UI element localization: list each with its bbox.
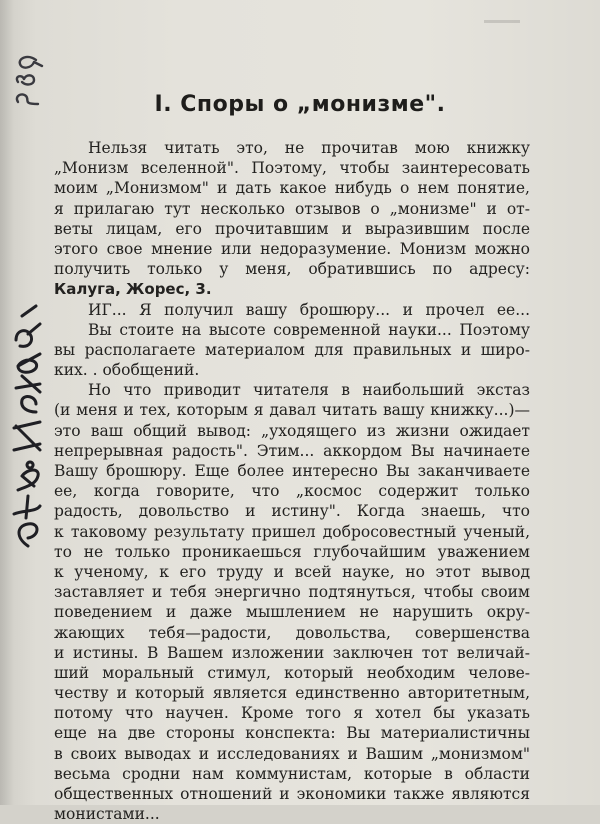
- text-line: то не только проникаешься глубочайшим уважением: [54, 542, 530, 561]
- text-line: Вашу брошюру. Еще более интересно Вы заканчиваете: [54, 462, 530, 480]
- show-through-mark: [484, 20, 520, 23]
- text-line: жающих тебя—радости, довольства, совершенства: [54, 623, 530, 642]
- text-line: в своих выводах и исследованиях и Вашим „монизмом": [54, 744, 530, 763]
- text-line: к таковому результату пришел добросовестный ученый,: [54, 522, 530, 541]
- text-line: общественных отношений и экономики также являются: [54, 785, 530, 803]
- text-line: вы располагаете материалом для правильных и широ-: [54, 340, 530, 359]
- section-heading: I. Споры о „монизме".: [154, 92, 446, 117]
- text-line: ее, когда говорите, что „космос содержит только: [54, 482, 530, 501]
- text-line: это ваш общий вывод: „уходящего из жизни ожидает: [54, 421, 530, 440]
- text-line: ких. . обобщений.: [54, 361, 200, 380]
- handwritten-inventory-mark: [6, 300, 48, 550]
- text-line: [54, 279, 530, 299]
- text-line: веты лицам, его прочитавшим и выразившим после: [54, 219, 530, 238]
- text-line: ший моральный стимул, который необходим челове-: [54, 663, 530, 682]
- text-line: и истины. В Вашем изложении заключен тот величай-: [54, 643, 530, 662]
- text-line: ИГ... Я получил вашу брошюру... и прочел ее...: [88, 300, 530, 319]
- text-line: еще на две стороны конспекта: Вы материалистичны: [54, 724, 530, 743]
- text-line: радость, довольство и истину". Когда знаешь, что: [54, 502, 530, 521]
- text-line: потому что научен. Кроме того я хотел бы указать: [54, 704, 530, 723]
- text-line: заставляет и тебя энергично подтянуться, чтобы своим: [54, 583, 530, 602]
- text-line: непрерывная радость". Этим... аккордом Вы начинаете: [54, 441, 530, 460]
- address-text: Калуга, Жорес, 3.: [54, 280, 212, 299]
- text-line: получить только у меня, обратившись по адресу:: [54, 260, 530, 279]
- text-line: Вы стоите на высоте современной науки... Поэтому: [88, 320, 530, 339]
- text-line: монистами...: [54, 805, 160, 824]
- text-line: моим „Монизмом" и дать какое нибудь о нем понятие,: [54, 179, 530, 198]
- text-line: честву и который является единственно авторитетным,: [54, 684, 530, 703]
- text-line: Нельзя читать это, не прочитав мою книжку: [88, 139, 530, 157]
- text-line: поведением и даже мышлением не нарушить окру-: [54, 603, 530, 622]
- text-line: весьма сродни нам коммунистам, которые в области: [54, 764, 530, 783]
- text-line: Но что приводит читателя в наибольший экстаз: [88, 381, 530, 400]
- text-line: (и меня и тех, которым я давал читать вашу книжку...)—: [54, 401, 530, 420]
- text-line: „Монизм вселенной". Поэтому, чтобы заинтересовать: [54, 159, 530, 178]
- text-line: этого свое мнение или недоразумение. Монизм можно: [54, 239, 530, 258]
- text-line: к ученому, к его труду и всей науке, но этот вывод: [54, 562, 530, 581]
- body-text: [54, 138, 530, 824]
- text-line: я прилагаю тут несколько отзывов о „монизме" и от-: [54, 199, 530, 218]
